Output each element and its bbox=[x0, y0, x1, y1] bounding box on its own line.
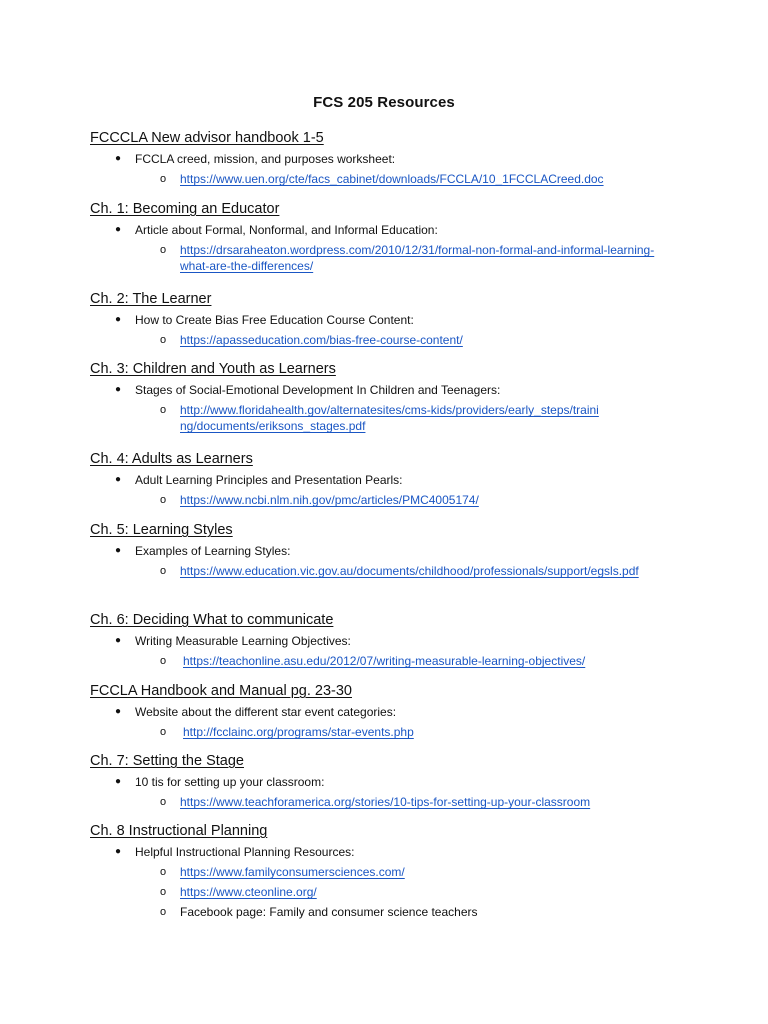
bullet-item bbox=[90, 844, 690, 860]
resource-link[interactable]: https://www.uen.org/cte/facs_cabinet/downloads/FCCLA/10_1FCCLACreed.doc bbox=[180, 172, 604, 186]
resource-link[interactable]: http://www.floridahealth.gov/alternatesites/cms-kids/providers/early_steps/training/documents/eriksons_stages.pdf bbox=[180, 403, 599, 433]
hollow-circle-icon: o bbox=[160, 866, 167, 878]
section-ch5 bbox=[90, 520, 690, 579]
section-heading: Ch. 7: Setting the Stage bbox=[90, 753, 244, 769]
bullet-dot-icon: ● bbox=[115, 545, 122, 556]
bullet-dot-icon: ● bbox=[115, 153, 122, 164]
resource-link[interactable]: https://www.education.vic.gov.au/documents/childhood/professionals/support/egsls.pdf bbox=[180, 564, 639, 578]
sub-item bbox=[90, 492, 690, 508]
hollow-circle-icon: o bbox=[160, 565, 167, 577]
sub-item bbox=[90, 794, 690, 810]
bullet-item bbox=[90, 151, 690, 167]
section-heading: Ch. 6: Deciding What to communicate bbox=[90, 612, 334, 628]
bullet-dot-icon: ● bbox=[115, 635, 122, 646]
bullet-item bbox=[90, 382, 690, 398]
bullet-item bbox=[90, 774, 690, 790]
bullet-text: How to Create Bias Free Education Course Content: bbox=[135, 313, 414, 327]
section-ch7 bbox=[90, 751, 690, 810]
hollow-circle-icon: o bbox=[160, 655, 167, 667]
bullet-dot-icon: ● bbox=[115, 224, 122, 235]
sub-item bbox=[90, 884, 690, 900]
bullet-dot-icon: ● bbox=[115, 384, 122, 395]
resource-text: Facebook page: Family and consumer science teachers bbox=[180, 905, 478, 919]
bullet-dot-icon: ● bbox=[115, 474, 122, 485]
bullet-text: Stages of Social-Emotional Development In Children and Teenagers: bbox=[135, 383, 501, 397]
bullet-text: Adult Learning Principles and Presentation Pearls: bbox=[135, 473, 403, 487]
sub-item bbox=[90, 242, 690, 274]
bullet-text: Article about Formal, Nonformal, and Informal Education: bbox=[135, 223, 438, 237]
hollow-circle-icon: o bbox=[160, 906, 167, 918]
section-ch1 bbox=[90, 199, 690, 274]
bullet-dot-icon: ● bbox=[115, 706, 122, 717]
section-heading: Ch. 5: Learning Styles bbox=[90, 522, 233, 538]
bullet-item bbox=[90, 704, 690, 720]
bullet-text: FCCLA creed, mission, and purposes worksheet: bbox=[135, 152, 396, 166]
section-heading: Ch. 1: Becoming an Educator bbox=[90, 201, 280, 217]
bullet-item bbox=[90, 312, 690, 328]
sub-item bbox=[90, 904, 690, 920]
resource-link[interactable]: https://drsaraheaton.wordpress.com/2010/12/31/formal-non-formal-and-informal-learning-what-are-the-differences/ bbox=[180, 243, 655, 273]
sub-item bbox=[90, 653, 690, 669]
bullet-text: Examples of Learning Styles: bbox=[135, 544, 291, 558]
resource-link[interactable]: https://teachonline.asu.edu/2012/07/writing-measurable-learning-objectives/ bbox=[183, 654, 586, 668]
bullet-item bbox=[90, 222, 690, 238]
bullet-dot-icon: ● bbox=[115, 846, 122, 857]
hollow-circle-icon: o bbox=[160, 726, 167, 738]
section-ch8 bbox=[90, 821, 690, 920]
bullet-item bbox=[90, 472, 690, 488]
hollow-circle-icon: o bbox=[160, 404, 167, 416]
section-ch2 bbox=[90, 289, 690, 348]
hollow-circle-icon: o bbox=[160, 173, 167, 185]
hollow-circle-icon: o bbox=[160, 334, 167, 346]
bullet-item bbox=[90, 633, 690, 649]
bullet-text: Helpful Instructional Planning Resources: bbox=[135, 845, 355, 859]
section-heading: Ch. 8 Instructional Planning bbox=[90, 823, 268, 839]
resource-link[interactable]: https://www.familyconsumersciences.com/ bbox=[180, 865, 405, 879]
resource-link[interactable]: https://www.teachforamerica.org/stories/10-tips-for-setting-up-your-classroom bbox=[180, 795, 591, 809]
sub-item bbox=[90, 402, 690, 434]
section-heading: FCCCLA New advisor handbook 1-5 bbox=[90, 130, 324, 146]
bullet-text: 10 tis for setting up your classroom: bbox=[135, 775, 325, 789]
bullet-text: Writing Measurable Learning Objectives: bbox=[135, 634, 351, 648]
section-heading: FCCLA Handbook and Manual pg. 23-30 bbox=[90, 683, 352, 699]
section-ch4 bbox=[90, 449, 690, 508]
bullet-item bbox=[90, 543, 690, 559]
resource-link[interactable]: https://apasseducation.com/bias-free-course-content/ bbox=[180, 333, 463, 347]
resource-link[interactable]: https://www.ncbi.nlm.nih.gov/pmc/articles/PMC4005174/ bbox=[180, 493, 479, 507]
hollow-circle-icon: o bbox=[160, 886, 167, 898]
bullet-dot-icon: ● bbox=[115, 314, 122, 325]
section-ch3 bbox=[90, 359, 690, 434]
bullet-dot-icon: ● bbox=[115, 776, 122, 787]
hollow-circle-icon: o bbox=[160, 244, 167, 256]
hollow-circle-icon: o bbox=[160, 494, 167, 506]
sub-item bbox=[90, 563, 690, 579]
bullet-text: Website about the different star event categories: bbox=[135, 705, 397, 719]
sub-item bbox=[90, 864, 690, 880]
hollow-circle-icon: o bbox=[160, 796, 167, 808]
sub-item bbox=[90, 171, 690, 187]
resource-link[interactable]: http://fcclainc.org/programs/star-events.php bbox=[183, 725, 414, 739]
document-title: FCS 205 Resources bbox=[313, 94, 455, 111]
section-heading: Ch. 3: Children and Youth as Learners bbox=[90, 361, 336, 377]
resource-link[interactable]: https://www.cteonline.org/ bbox=[180, 885, 317, 899]
sub-item bbox=[90, 332, 690, 348]
section-fccla-advisor-handbook bbox=[90, 128, 690, 187]
section-ch6 bbox=[90, 610, 690, 669]
sub-item bbox=[90, 724, 690, 740]
section-fccla-handbook-manual bbox=[90, 681, 690, 740]
section-heading: Ch. 2: The Learner bbox=[90, 291, 212, 307]
section-heading: Ch. 4: Adults as Learners bbox=[90, 451, 253, 467]
